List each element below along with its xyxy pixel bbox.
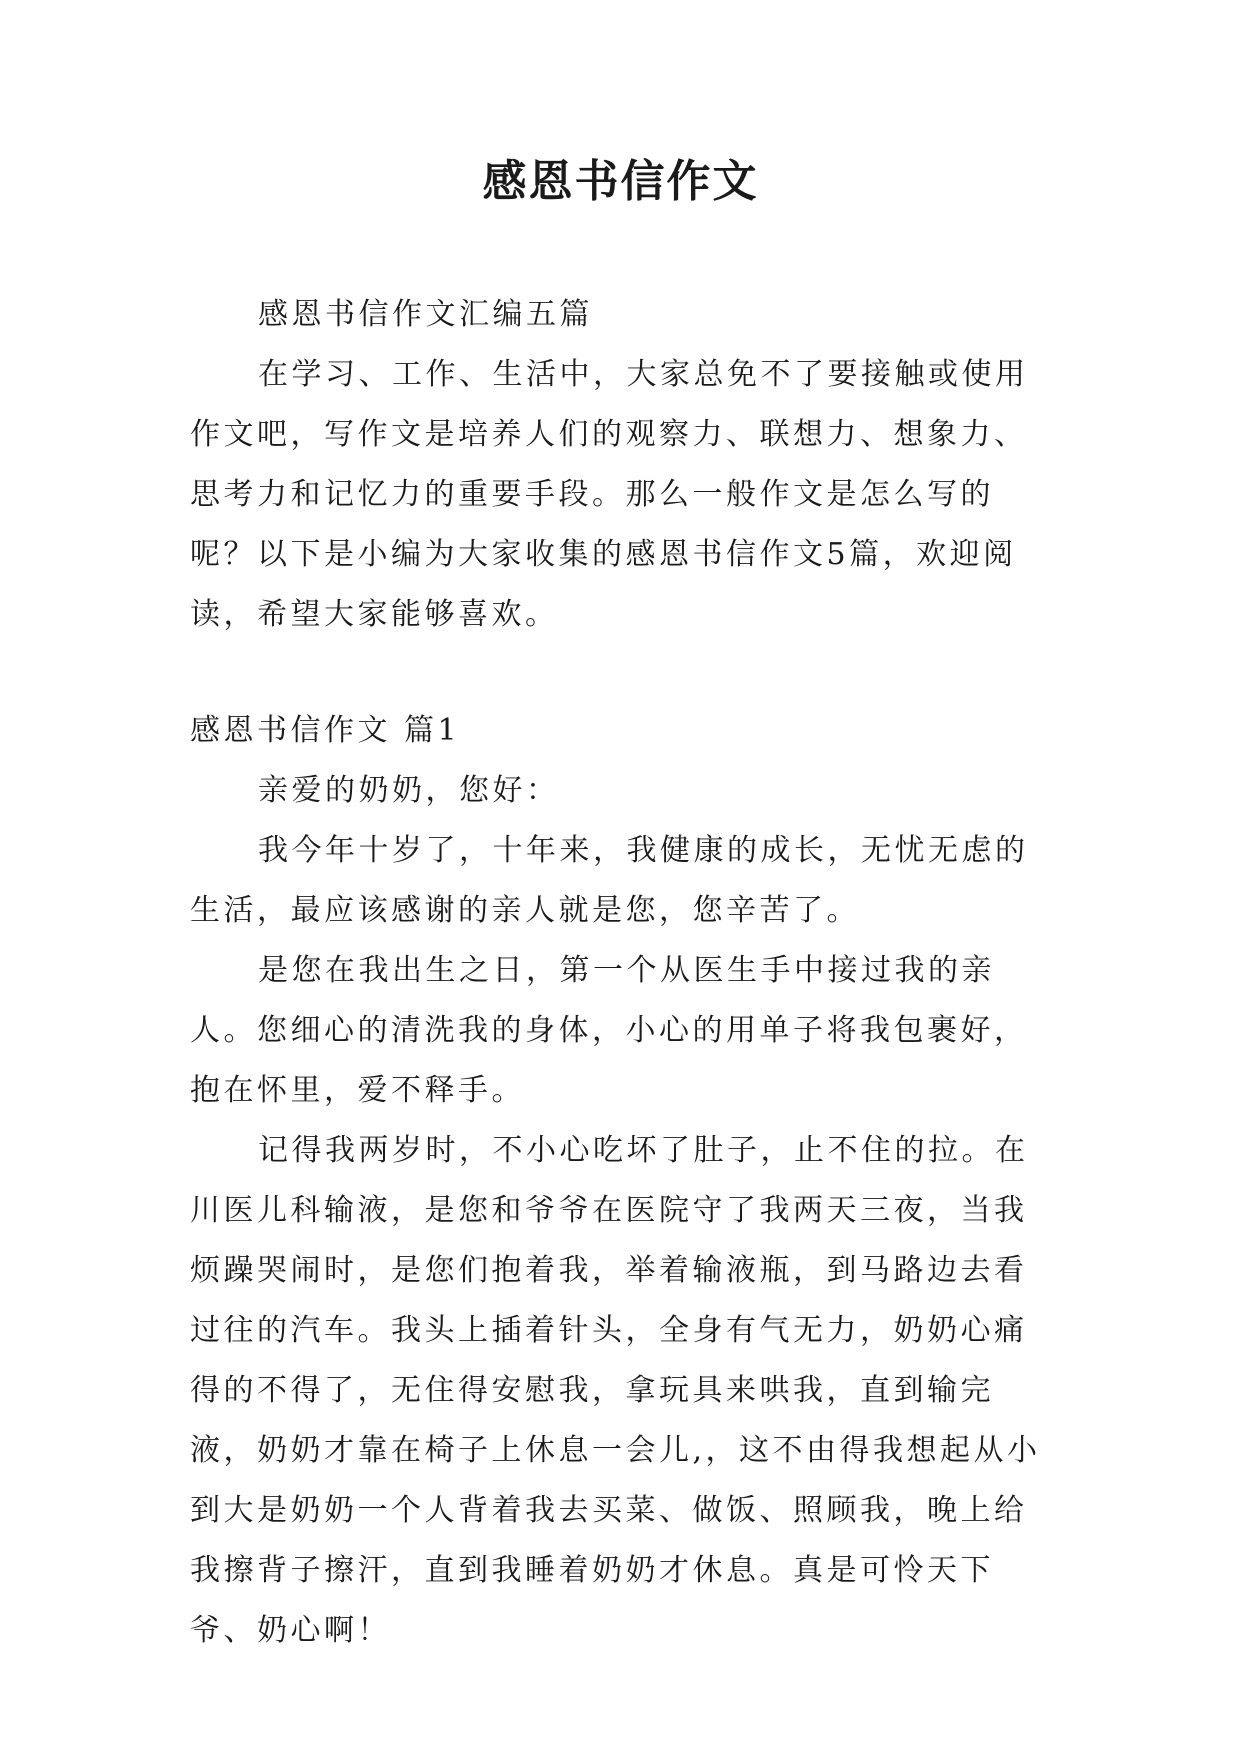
document-body: [190, 285, 1056, 1661]
body-paragraph: 记得我两岁时，不小心吃坏了肚子，止不住的拉。在川医儿科输液，是您和爷爷在医院守了我两天三夜，当我烦躁哭闹时，是您们抱着我，举着输液瓶，到马路边去看过往的汽车。我头上插着针头，全身有气无力，奶奶心痛得的不得了，无住得安慰我，拿玩具来哄我，直到输完液，奶奶才靠在椅子上休息一会儿,，这不由得我想起从小到大是奶奶一个人背着我去买菜、做饭、照顾我，晚上给我擦背子擦汗，直到我睡着奶奶才休息。真是可怜天下爷、奶心啊！: [190, 1133, 1041, 1648]
body-paragraph: 是您在我出生之日，第一个从医生手中接过我的亲人。您细心的清洗我的身体，小心的用单子将我包裹好，抱在怀里，爱不释手。: [190, 953, 1028, 1108]
document-title: 感恩书信作文: [482, 156, 759, 207]
letter-greeting: 亲爱的奶奶，您好：: [258, 773, 560, 808]
section-gap: [190, 645, 1056, 701]
section-heading: 感恩书信作文 篇1: [190, 713, 461, 748]
intro-paragraph: 在学习、工作、生活中，大家总免不了要接触或使用作文吧，写作文是培养人们的观察力、联想力、想象力、思考力和记忆力的重要手段。那么一般作文是怎么写的呢？以下是小编为大家收集的感恩书信作文5篇，欢迎阅读，希望大家能够喜欢。: [190, 357, 1029, 632]
body-paragraph: 我今年十岁了，十年来，我健康的成长，无忧无虑的生活，最应该感谢的亲人就是您，您辛苦了。: [190, 833, 1029, 928]
collection-subtitle: 感恩书信作文汇编五篇: [258, 297, 593, 332]
